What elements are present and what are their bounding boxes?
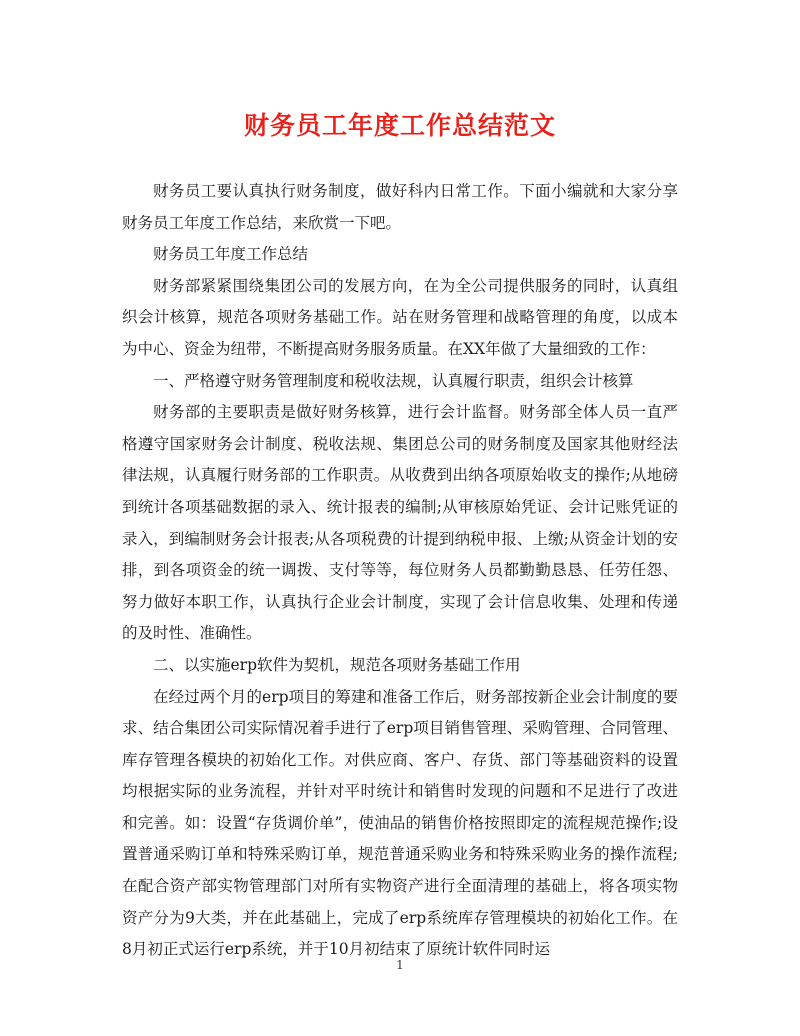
paragraph-section-1: 财务部的主要职责是做好财务核算，进行会计监督。财务部全体人员一直严格遵守国家财务会计制度、税收法规、集团总公司的财务制度及国家其他财经法律法规，认真履行财务部的工作职责。从收费到出纳各项原始收支的操作;从地磅到统计各项基础数据的录入、统计报表的编制;从审核原始凭证、会计记账凭证的录入，到编制财务会计报表;从各项税费的计提到纳税申报、上缴;从资金计划的安排，到各项资金的统一调拨、支付等等，每位财务人员都勤勤恳恳、任劳任怨、努力做好本职工作，认真执行企业会计制度，实现了会计信息收集、处理和传递的及时性、准确性。: [122, 403, 678, 643]
paragraph-overview: 财务部紧紧围绕集团公司的发展方向，在为全公司提供服务的同时，认真组织会计核算，规范各项财务基础工作。站在财务管理和战略管理的角度，以成本为中心、资金为纽带，不断提高财务服务质量。在XX年做了大量细致的工作：: [122, 276, 678, 358]
document-title: 财务员工年度工作总结范文: [243, 111, 556, 140]
document-body: [122, 176, 678, 966]
paragraph-intro: 财务员工要认真执行财务制度，做好科内日常工作。下面小编就和大家分享财务员工年度工作总结，来欣赏一下吧。: [122, 182, 678, 232]
paragraph-heading: 财务员工年度工作总结: [153, 245, 309, 264]
paragraph-section-2: 在经过两个月的erp项目的筹建和准备工作后，财务部按新企业会计制度的要求、结合集团公司实际情况着手进行了erp项目销售管理、采购管理、合同管理、库存管理各模块的初始化工作。对供应商、客户、存货、部门等基础资料的设置均根据实际的业务流程，并针对平时统计和销售时发现的问题和不足进行了改进和完善。如：设置“存货调价单”，使油品的销售价格按照即定的流程规范操作;设置普通采购订单和特殊采购订单，规范普通采购业务和特殊采购业务的操作流程;在配合资产部实物管理部门对所有实物资产进行全面清理的基础上，将各项实物资产分为9大类，并在此基础上，完成了erp系统库存管理模块的初始化工作。在8月初正式运行erp系统，并于10月初结束了原统计软件同时运: [122, 687, 678, 959]
section-heading-2: 二、以实施erp软件为契机，规范各项财务基础工作用: [153, 655, 521, 674]
page-number: 1: [396, 958, 404, 972]
section-heading-1: 一、严格遵守财务管理制度和税收法规，认真履行职责，组织会计核算: [153, 371, 634, 390]
